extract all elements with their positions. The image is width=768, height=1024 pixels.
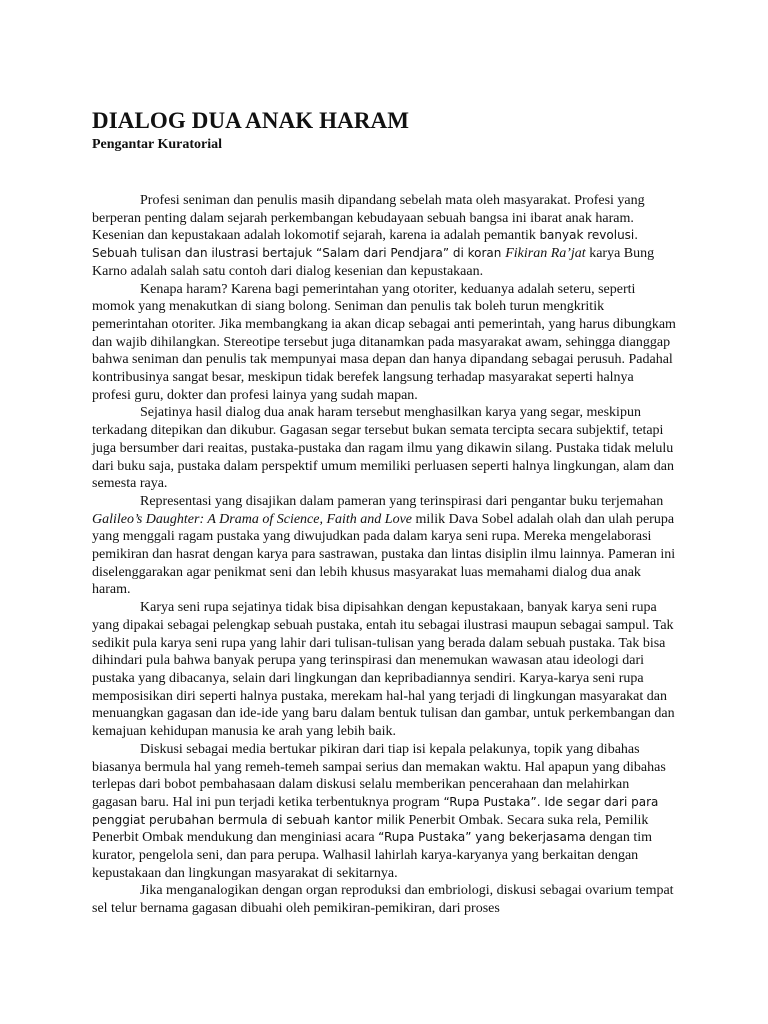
paragraph-6 (92, 741, 676, 883)
paragraph-5: Karya seni rupa sejatinya tidak bisa dipisahkan dengan kepustakaan, banyak karya seni rupa yang dipakai sebagai pelengkap sebuah pustaka, entah itu sebagai ilustrasi maupun sebagai sampul. Tak sedikit pula karya seni rupa yang lahir dari tulisan-tulisan yang berada dalam sebuah pustaka. Tak bisa dihindari pula bahwa banyak perupa yang terinspirasi dan menemukan wawasan atau ideologi dari pustaka yang dibacanya, selain dari lingkungan dan kepribadiannya sendiri. Karya-karya seni rupa memposisikan diri seperti halnya pustaka, merekam hal-hal yang terjadi di lingkungan masyarakat dan menuangkan gagasan dan ide-ide yang baru dalam bentuk tulisan dan gambar, untuk perkembangan dan kemajuan kehidupan manusia ke arah yang lebih baik. (92, 600, 675, 740)
paragraph-1-part-d: karya Bung Karno adalah salah satu contoh dari dialog kesenian dan kepustakaan. (92, 246, 655, 279)
paragraph-1-part-b: banyak revolusi. Sebuah tulisan dan ilustrasi bertajuk “Salam dari Pendjara” di koran (92, 228, 639, 261)
paragraph-7: Jika menganalogikan dengan organ reproduksi dan embriologi, diskusi sebagai ovarium tempat sel telur bernama gagasan dibuahi oleh pemikiran-pemikiran, dari proses (92, 883, 674, 917)
document-body (92, 192, 676, 918)
document-title: DIALOG DUA ANAK HARAM (92, 108, 410, 133)
document-content (92, 108, 676, 918)
document-subtitle: Pengantar Kuratorial (92, 137, 223, 152)
paragraph-6-part-a: Diskusi sebagai media bertukar pikiran dari tiap isi kepala pelakunya, topik yang dibahas biasanya bermula hal yang remeh-temeh sampai serius dan memakan waktu. Hal apapun yang dibahas terlepas dari bobot pembahasaan dalam diskusi selalu memberikan pencerahaan dan melahirkan gagasan baru. Hal ini pun terjadi ketika terbentuknya program (92, 741, 666, 810)
paragraph-1-newspaper-title: Fikiran Ra’jat (505, 246, 586, 262)
paragraph-3: Sejatinya hasil dialog dua anak haram tersebut menghasilkan karya yang segar, meskipun terkadang ditepikan dan dikubur. Gagasan segar tersebut bukan semata tercipta secara subjektif, tetapi juga bersumber dari reaitas, pustaka-pustaka dan ragam ilmu yang dikawin silang. Pustaka tidak melulu dari buku saja, pustaka dalam perspektif umum memiliki perluasen seperti halnya lingkungan, alam dan semesta raya. (92, 405, 675, 492)
paragraph-6-part-b: “Rupa Pustaka”. Ide segar dari para penggiat perubahan bermula di sebuah kantor milik (92, 794, 659, 827)
paragraph-1 (92, 192, 676, 281)
paragraph-6-part-c: Penerbit Ombak. Secara suka rela, Pemilik Penerbit Ombak mendukung dan menginiasi acara (92, 812, 649, 846)
paragraph-4-part-a: Representasi yang disajikan dalam pameran yang terinspirasi dari pengantar buku terjemahan (140, 493, 664, 509)
paragraph-1-part-a: Profesi seniman dan penulis masih dipandang sebelah mata oleh masyarakat. Profesi yang berperan penting dalam sejarah perkembangan kebudayaan sebuah bangsa ini ibarat anak haram. Kesenian dan kepustakaan adalah lokomotif sejarah, karena ia adalah pemantik (92, 193, 645, 244)
paragraph-4-part-c: milik Dava Sobel adalah olah dan ulah perupa yang menggali ragam pustaka yang diwujudkan pada dalam karya seni rupa. Mereka mengelaborasi pemikiran dan hasrat dengan karya para sastrawan, pustaka dan lintas disiplin ilmu lainnya. Pameran ini diselenggarakan agar penikmat seni dan lebih khusus masyarakat luas memahami dialog dua anak haram. (92, 511, 676, 598)
paragraph-6-part-e: dengan tim kurator, pengelola seni, dan para perupa. Walhasil lahirlah karya-karyanya yang berkaitan dengan kepustakaan dan lingkungan masyarakat di sekitarnya. (92, 830, 653, 881)
paragraph-2: Kenapa haram? Karena bagi pemerintahan yang otoriter, keduanya adalah seteru, seperti momok yang menakutkan di siang bolong. Seniman dan penulis tak boleh turun mengkritik pemerintahan otoriter. Jika membangkang ia akan dicap sebagai anti pemerintah, yang harus dibungkam dan wajib dihilangkan. Stereotipe tersebut juga ditanamkan pada masyarakat awam, sehingga dianggap bahwa seniman dan penulis tak mempunyai masa depan dan hanya dipandang sebagai perusuh. Padahal kontribusinya sangat besar, meskipun tidak berefek langsung terhadap masyarakat seperti halnya profesi guru, dokter dan profesi lainya yang sudah mapan. (92, 281, 676, 403)
paragraph-6-part-d: “Rupa Pustaka” yang bekerjasama (378, 830, 586, 845)
paragraph-4-book-title: Galileo’s Daughter: A Drama of Science, Faith and Love (92, 511, 413, 527)
paragraph-4 (92, 493, 676, 599)
